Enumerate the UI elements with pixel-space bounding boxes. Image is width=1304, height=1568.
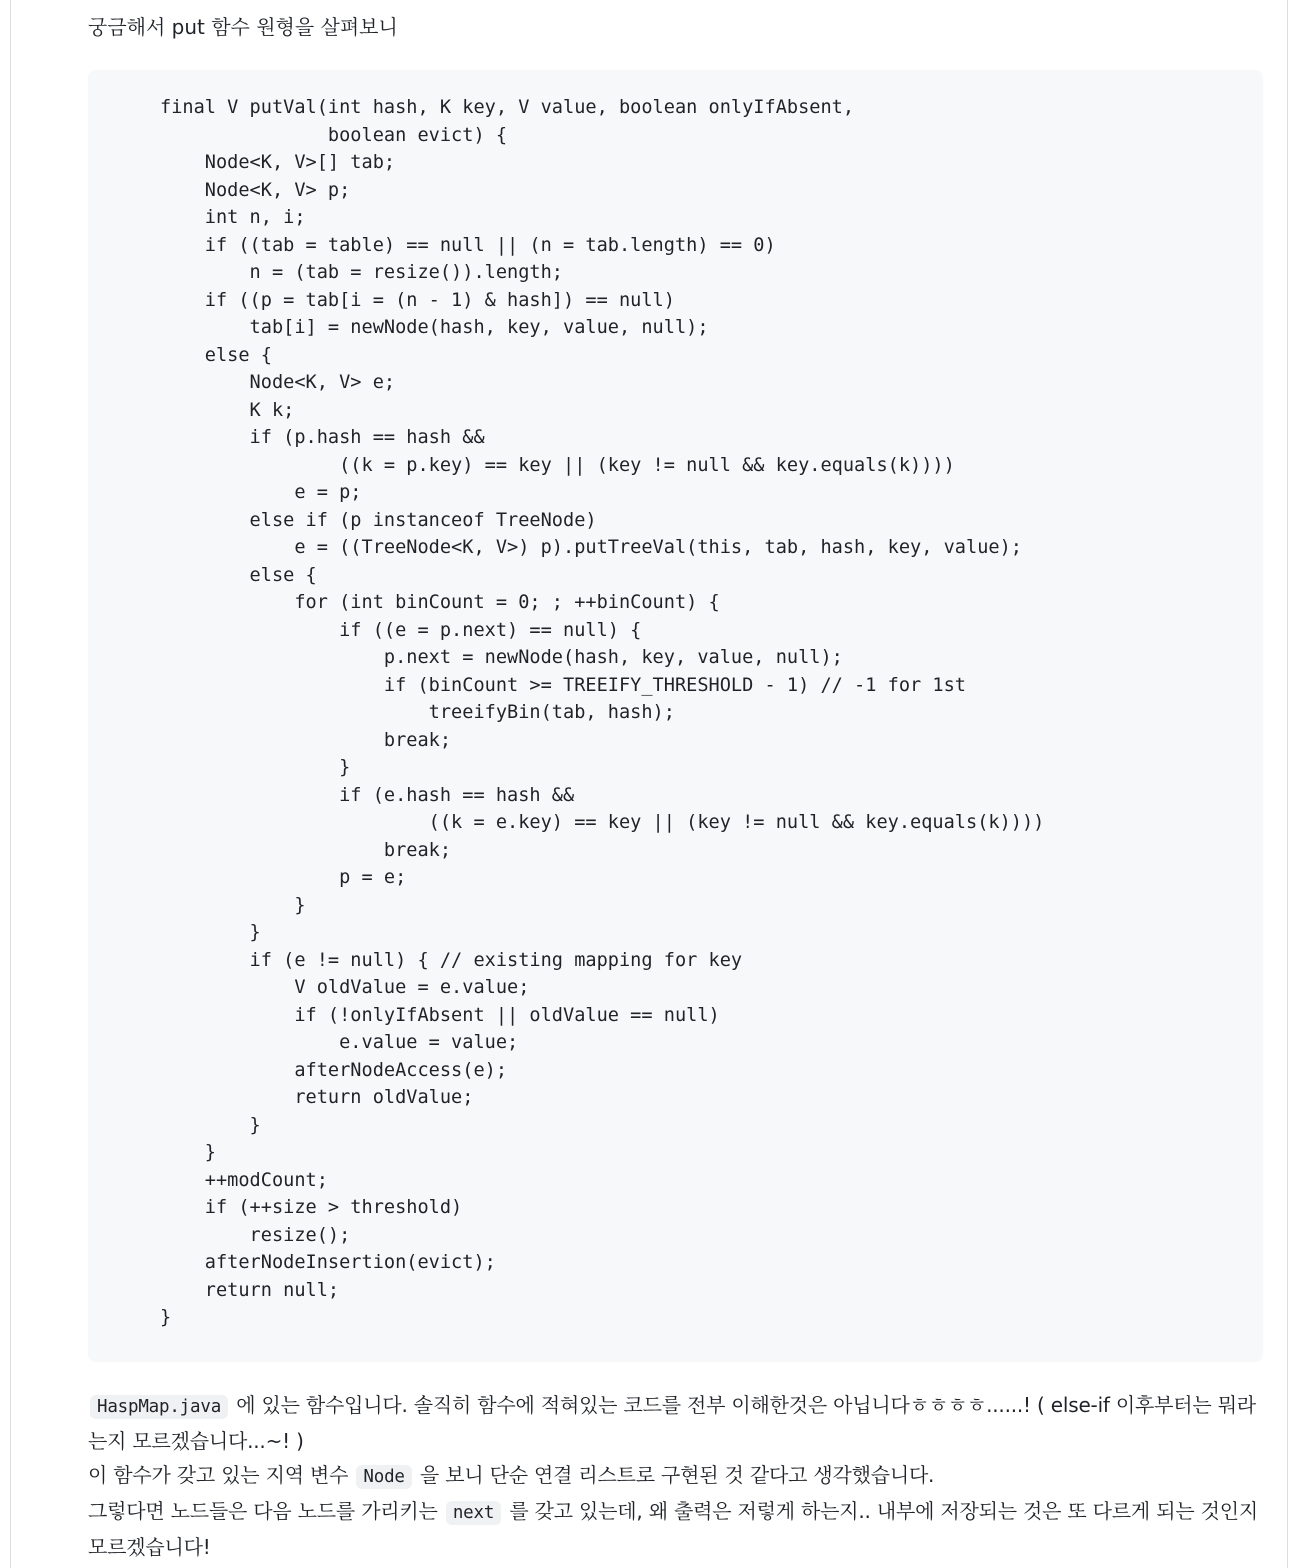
paragraph-2-before: 이 함수가 갖고 있는 지역 변수 [88,1463,349,1487]
paragraph-3 [88,1494,1264,1564]
inline-code-node: Node [356,1465,411,1489]
code-block [88,70,1263,1362]
paragraph-2-after: 을 보니 단순 연결 리스트로 구현된 것 같다고 생각했습니다. [419,1463,935,1487]
paragraph-2 [88,1458,1264,1494]
inline-code-next: next [446,1501,501,1525]
post-card [10,0,1288,1568]
paragraph-1 [88,1388,1264,1458]
paragraph-3-before: 그렇다면 노드들은 다음 노드를 가리키는 [88,1499,438,1523]
paragraph-1-text: 에 있는 함수입니다. 솔직히 함수에 적혀있는 코드를 전부 이해한것은 아닙니다ㅎㅎㅎㅎ......! ( else-if 이후부터는 뭐라는지 모르겠습니다...~! ) [88,1393,1256,1453]
code-text: final V putVal(int hash, K key, V value, boolean onlyIfAbsent, boolean evict) { Node<K, V>[] tab; Node<K, V> p; int n, i; if ((tab = table) == null || (n = tab.length) == 0) n = (tab = resize()).length; if ((p = tab[i = (n - 1) & hash]) == null) tab[i] = newNode(hash, key, value, null); else { Node<K, V> e; K k; if (p.hash == hash && ((k = p.key) == key || (key != null && key.equals(k)))) e = p; else if (p instanceof TreeNode) e = ((TreeNode<K, V>) p).putTreeVal(this, tab, hash, key, value); else { for (int binCount = 0; ; ++binCount) { if ((e = p.next) == null) { p.next = newNode(hash, key, value, null); if (binCount >= TREEIFY_THRESHOLD - 1) // -1 for 1st treeifyBin(tab, hash); break; } if (e.hash == hash && ((k = e.key) == key || (key != null && key.equals(k)))) break; p = e; } } if (e != null) { // existing mapping for key V oldValue = e.value; if (!onlyIfAbsent || oldValue == null) e.value = value; afterNodeAccess(e); return oldValue; } } ++modCount; if (++size > threshold) resize(); afterNodeInsertion(evict); return null; } [160,97,1045,1328]
inline-code-filename: HaspMap.java [90,1395,228,1419]
explanation [88,1388,1264,1564]
intro-text: 궁금해서 put 함수 원형을 살펴보니 [88,15,398,39]
paragraph-3-after: 를 갖고 있는데, 왜 출력은 저렇게 하는지.. 내부에 저장되는 것은 또 다르게 되는 것인지 모르겠습니다! [88,1499,1258,1559]
